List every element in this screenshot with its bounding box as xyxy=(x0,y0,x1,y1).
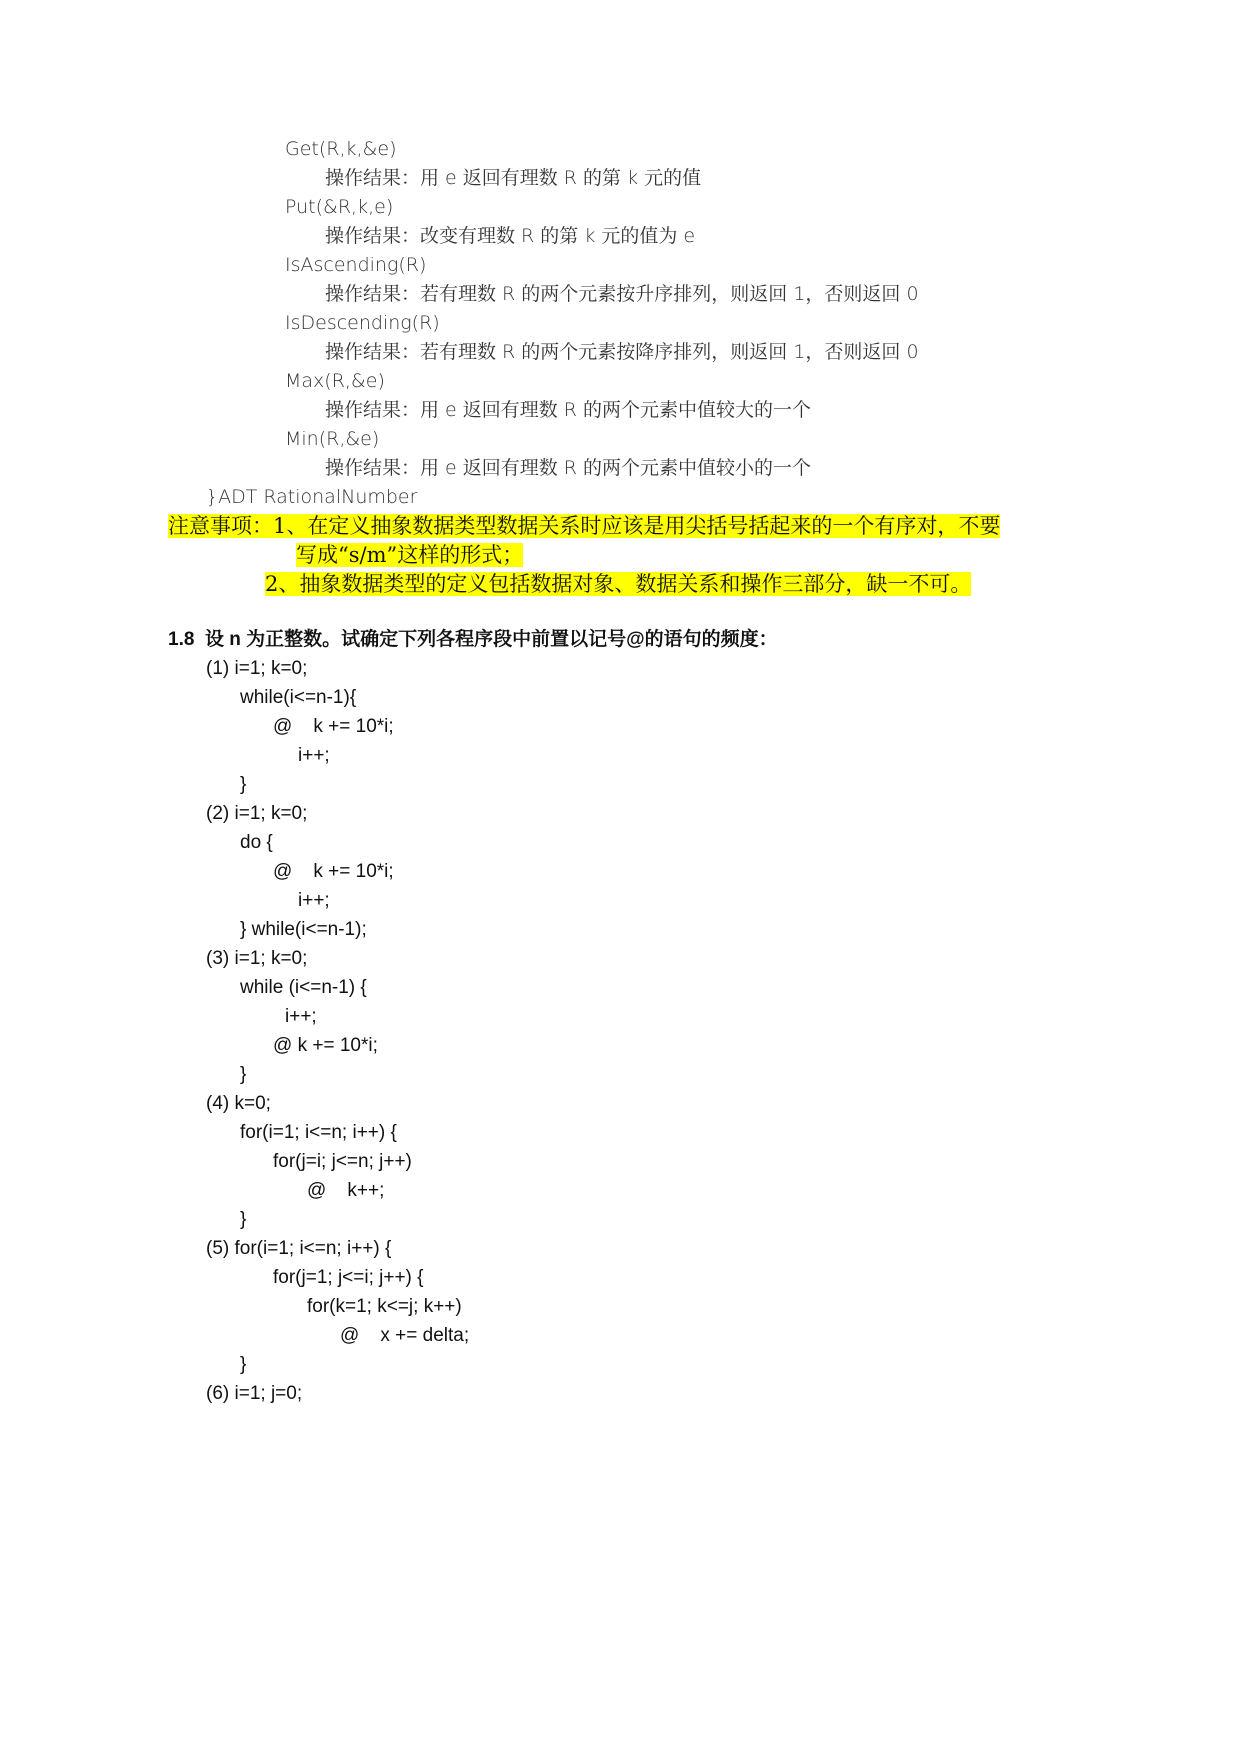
op-min-signature: Min(R,&e) xyxy=(285,428,380,450)
code-line: i++; xyxy=(298,745,330,766)
code-line: (2) i=1; k=0; xyxy=(206,803,308,824)
code-line: } xyxy=(240,1354,247,1375)
op-get-signature: Get(R,k,&e) xyxy=(285,138,397,160)
code-line: do { xyxy=(240,832,273,853)
note-line-2 xyxy=(296,539,523,571)
note-line-3 xyxy=(265,568,971,600)
op-max-signature: Max(R,&e) xyxy=(285,370,385,392)
note-highlight-1: 注意事项：1、在定义抽象数据类型数据关系时应该是用尖括号括起来的一个有序对，不要 xyxy=(168,514,1001,538)
code-line: while(i<=n-1){ xyxy=(240,687,357,708)
op-put-signature: Put(&R,k,e) xyxy=(285,196,394,218)
question-title: 1.8 设 n 为正整数。试确定下列各程序段中前置以记号@的语句的频度： xyxy=(168,629,778,650)
code-line: @ k += 10*i; xyxy=(273,861,394,882)
code-line: (3) i=1; k=0; xyxy=(206,948,308,969)
code-line: } xyxy=(240,1209,247,1230)
op-isascending-signature: IsAscending(R) xyxy=(285,254,427,276)
code-line: (4) k=0; xyxy=(206,1093,271,1114)
op-isdescending-result: 操作结果：若有理数 R 的两个元素按降序排列，则返回 1，否则返回 0 xyxy=(325,341,919,363)
op-put-result: 操作结果：改变有理数 R 的第 k 元的值为 e xyxy=(325,225,696,247)
code-line: i++; xyxy=(298,890,330,911)
code-line: i++; xyxy=(285,1006,317,1027)
code-line: for(k=1; k<=j; k++) xyxy=(307,1296,462,1317)
op-get-result: 操作结果：用 e 返回有理数 R 的第 k 元的值 xyxy=(325,167,702,189)
adt-end: }ADT RationalNumber xyxy=(206,486,418,508)
code-line: (5) for(i=1; i<=n; i++) { xyxy=(206,1238,392,1259)
code-line: for(j=i; j<=n; j++) xyxy=(273,1151,412,1172)
op-min-result: 操作结果：用 e 返回有理数 R 的两个元素中值较小的一个 xyxy=(325,457,812,479)
code-line: (6) i=1; j=0; xyxy=(206,1383,303,1404)
note-highlight-2: 写成“s/m”这样的形式； xyxy=(296,543,524,567)
op-max-result: 操作结果：用 e 返回有理数 R 的两个元素中值较大的一个 xyxy=(325,399,812,421)
code-line: (1) i=1; k=0; xyxy=(206,658,308,679)
code-line: @ k++; xyxy=(307,1180,385,1201)
code-line: } xyxy=(240,1064,247,1085)
code-line: @ k += 10*i; xyxy=(273,716,394,737)
code-line: for(j=1; j<=i; j++) { xyxy=(273,1267,424,1288)
code-line: } while(i<=n-1); xyxy=(240,919,367,940)
code-line: @ k += 10*i; xyxy=(273,1035,378,1056)
op-isascending-result: 操作结果：若有理数 R 的两个元素按升序排列，则返回 1，否则返回 0 xyxy=(325,283,919,305)
code-line: } xyxy=(240,774,247,795)
note-line-1 xyxy=(168,510,1000,542)
code-line: for(i=1; i<=n; i++) { xyxy=(240,1122,397,1143)
code-line: while (i<=n-1) { xyxy=(240,977,367,998)
op-isdescending-signature: IsDescending(R) xyxy=(285,312,440,334)
code-line: @ x += delta; xyxy=(340,1325,470,1346)
note-highlight-3: 2、抽象数据类型的定义包括数据对象、数据关系和操作三部分，缺一不可。 xyxy=(265,572,972,596)
